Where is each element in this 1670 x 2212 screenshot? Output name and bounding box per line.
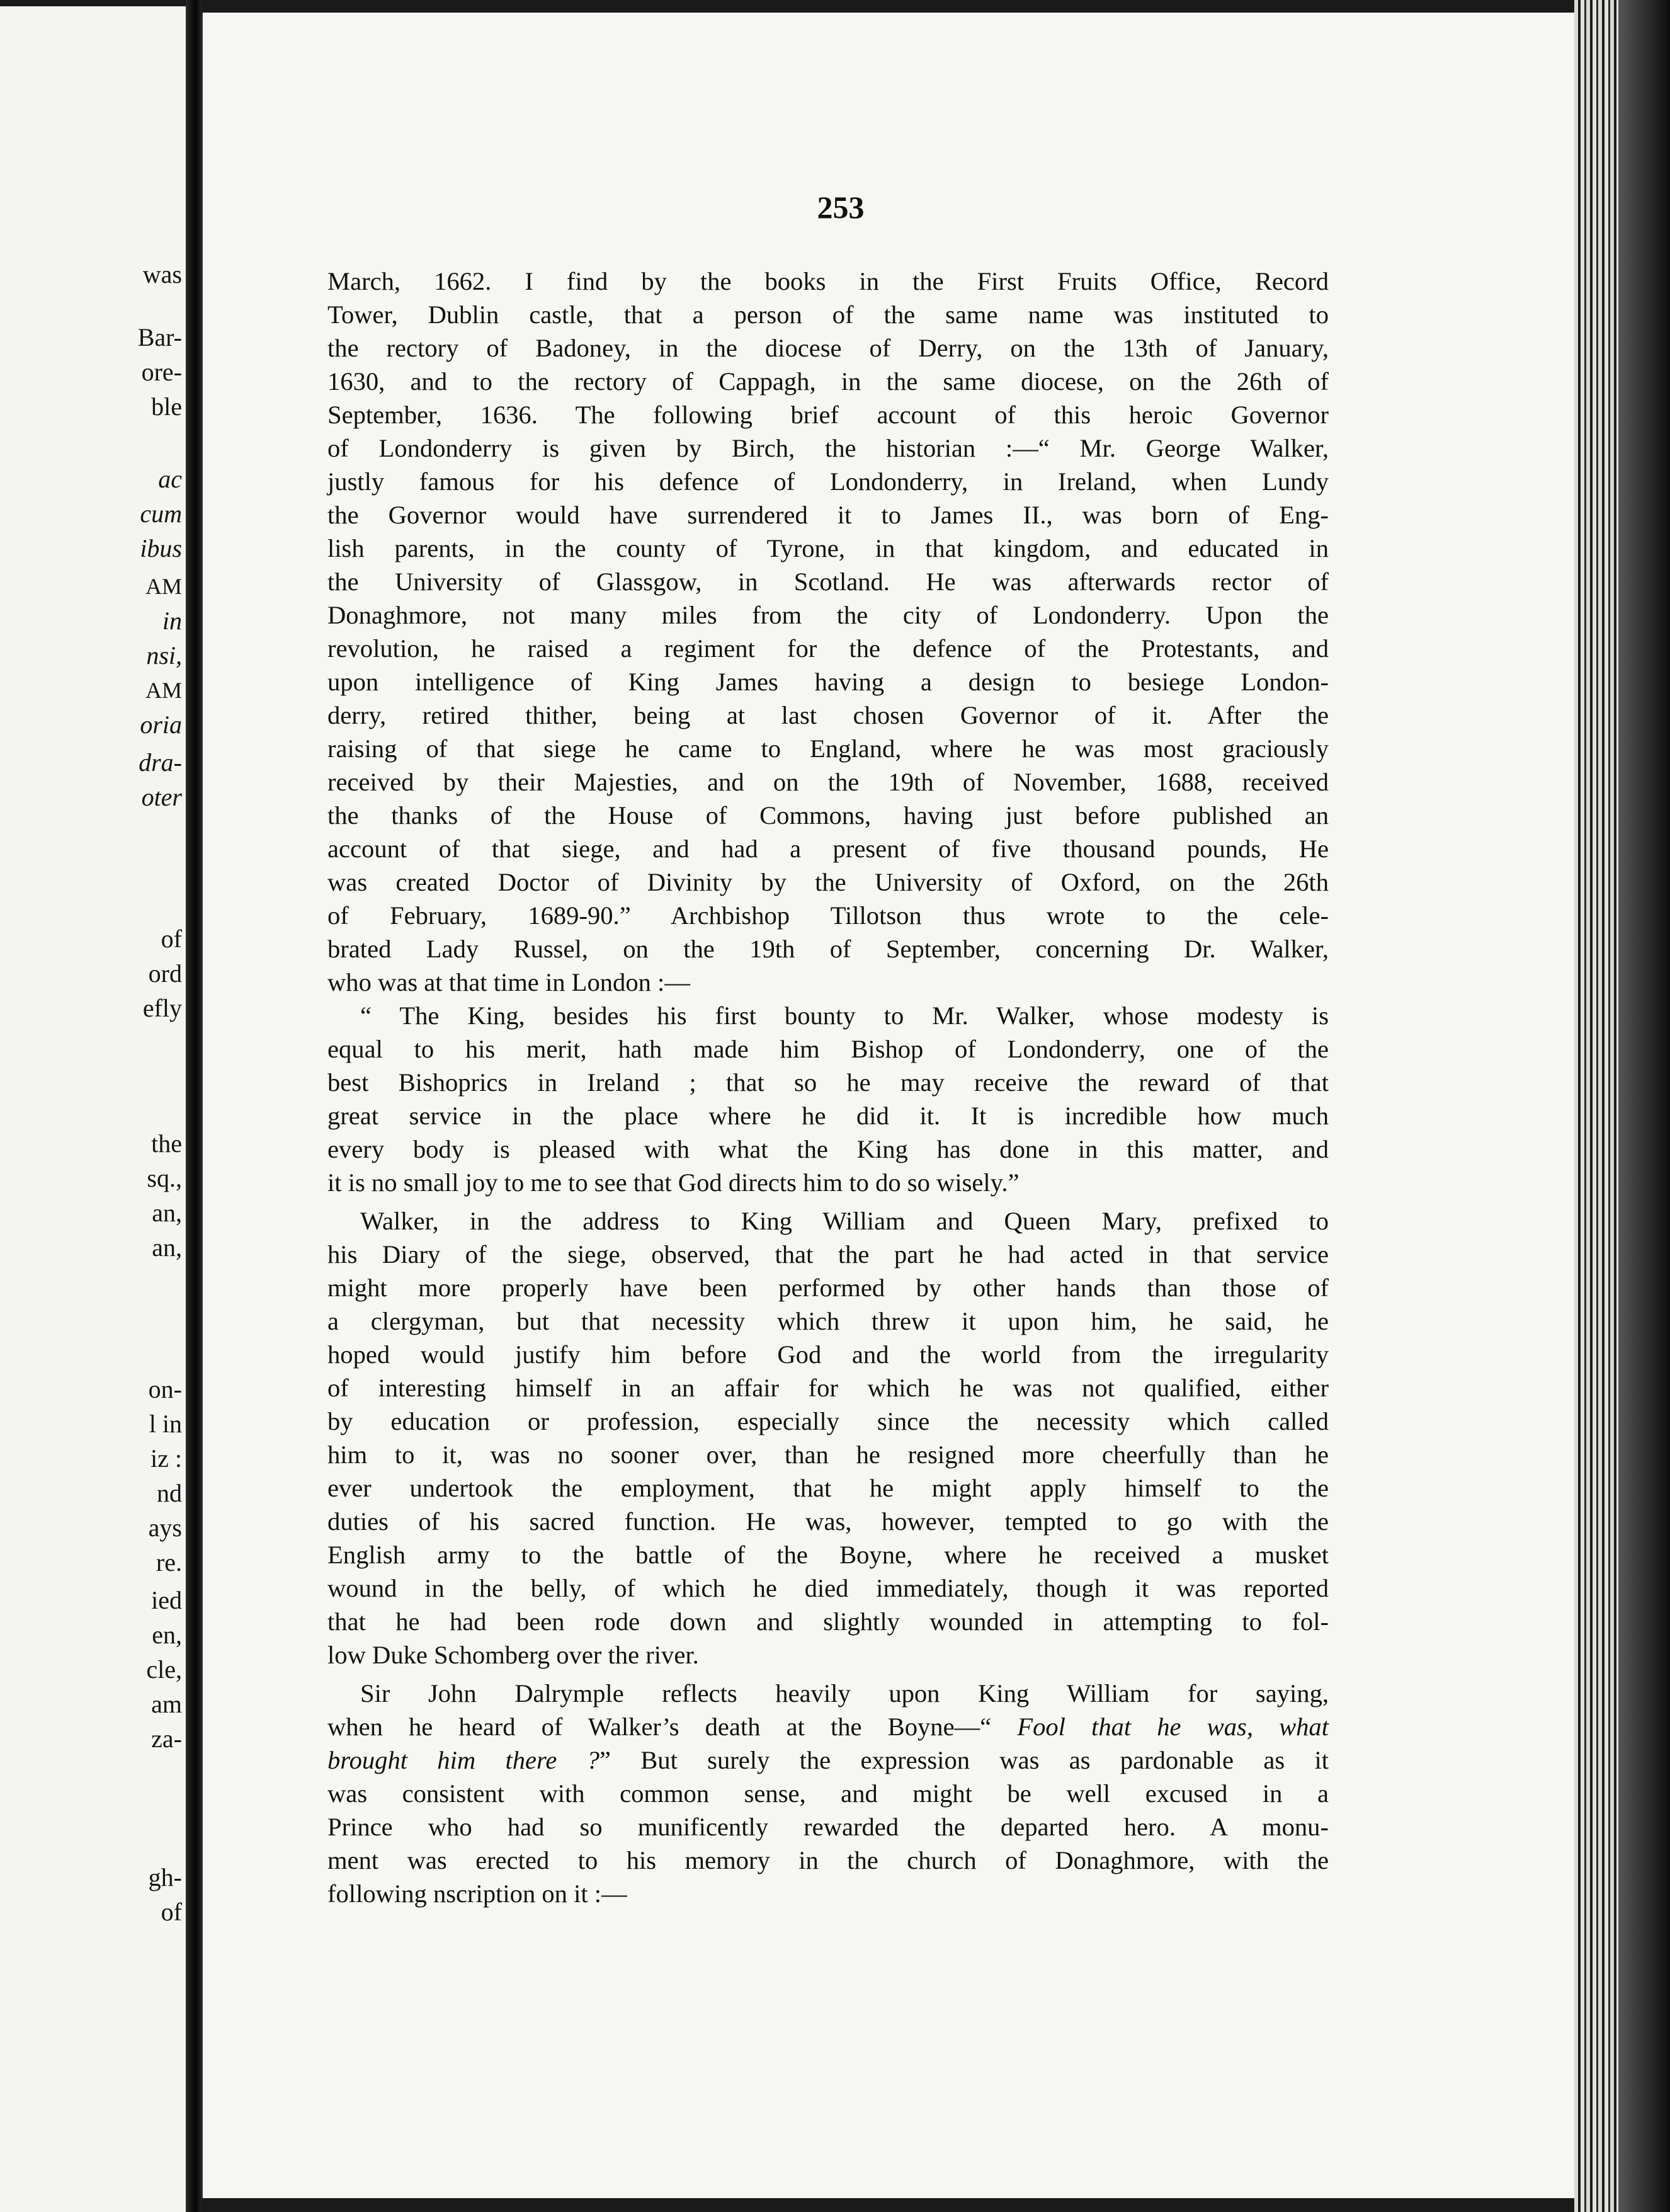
- left-page-fragment: ble: [151, 392, 182, 421]
- text-line: when he heard of Walker’s death at the Boyne—“ Fool that he was, what: [327, 1713, 1329, 1741]
- text-line: revolution, he raised a regiment for the defence of the Protestants, and: [327, 634, 1329, 663]
- left-page-fragment: nd: [157, 1479, 182, 1507]
- text-line: the thanks of the House of Commons, having just before published an: [327, 801, 1329, 830]
- text-line: following nscription on it :—: [327, 1879, 627, 1908]
- left-page-fragment: oter: [141, 783, 182, 811]
- text-line: account of that siege, and had a present of five thousand pounds, He: [327, 835, 1329, 863]
- left-page-fragment: re.: [156, 1548, 182, 1576]
- left-page-fragment: iz :: [151, 1444, 182, 1473]
- text-line: of Londonderry is given by Birch, the historian :—“ Mr. George Walker,: [327, 434, 1329, 462]
- page-edges: [1574, 0, 1670, 2212]
- paragraph-tillotson-letter: [327, 999, 1329, 1199]
- left-page-fragment: l in: [149, 1410, 182, 1438]
- page-number: 253: [817, 190, 865, 225]
- text-line: the University of Glassgow, in Scotland. He was afterwards rector of: [327, 567, 1329, 596]
- left-page-fragment: nsi,: [146, 641, 182, 670]
- text-line: best Bishoprics in Ireland ; that so he may receive the reward of that: [327, 1068, 1329, 1097]
- left-page-fragment: ord: [148, 959, 182, 988]
- text-line: hoped would justify him before God and the world from the irregularity: [327, 1340, 1329, 1369]
- left-page-fragment: an,: [152, 1233, 182, 1262]
- text-line: received by their Majesties, and on the 19th of November, 1688, received: [327, 768, 1329, 796]
- left-page-fragment: ore-: [141, 358, 182, 386]
- text-line: of interesting himself in an affair for which he was not qualified, either: [327, 1374, 1329, 1402]
- left-page-fragment: of: [161, 1898, 182, 1926]
- text-line: Sir John Dalrymple reflects heavily upon King William for saying,: [360, 1679, 1329, 1707]
- previous-page-fragment: [0, 6, 186, 2212]
- text-line: Tower, Dublin castle, that a person of the same name was instituted to: [327, 300, 1329, 329]
- text-line: a clergyman, but that necessity which threw it upon him, he said, he: [327, 1307, 1329, 1335]
- text-line: brated Lady Russel, on the 19th of September, concerning Dr. Walker,: [327, 935, 1329, 963]
- text-line: March, 1662. I find by the books in the First Fruits Office, Record: [327, 267, 1329, 295]
- text-line: low Duke Schomberg over the river.: [327, 1641, 699, 1669]
- text-line: lish parents, in the county of Tyrone, in that kingdom, and educated in: [327, 534, 1329, 562]
- left-page-fragment: gh-: [148, 1863, 182, 1891]
- text-line: who was at that time in London :—: [327, 968, 690, 996]
- text-line: that he had been rode down and slightly wounded in attempting to fol-: [327, 1607, 1329, 1636]
- paragraph-walker-diary: [327, 1204, 1329, 1672]
- left-page-fragment: efly: [142, 994, 182, 1022]
- left-page-fragment: ibus: [140, 534, 182, 562]
- text-line: by education or profession, especially since the necessity which called: [327, 1407, 1329, 1435]
- left-page-fragment: za-: [151, 1725, 182, 1753]
- left-page-fragment: of: [161, 925, 182, 953]
- italic-quotation: brought him there ?: [327, 1746, 599, 1774]
- left-page-fragment: oria: [140, 710, 182, 739]
- text-line: duties of his sacred function. He was, however, tempted to go with the: [327, 1507, 1329, 1536]
- text-line: Donaghmore, not many miles from the city of Londonderry. Upon the: [327, 601, 1329, 629]
- text-line: ever undertook the employment, that he might apply himself to the: [327, 1474, 1329, 1502]
- left-page-fragment: an,: [152, 1199, 182, 1227]
- text-line: equal to his merit, hath made him Bishop of Londonderry, one of the: [327, 1035, 1329, 1063]
- left-page-fragment: was: [142, 260, 182, 288]
- text-line: brought him there ?” But surely the expression was as pardonable as it: [327, 1746, 1329, 1774]
- left-page-fragment: Bar-: [137, 323, 182, 351]
- text-line: September, 1636. The following brief account of this heroic Governor: [327, 401, 1329, 429]
- text-line: raising of that siege he came to England, where he was most graciously: [327, 734, 1329, 763]
- text-line: the Governor would have surrendered it to James II., was born of Eng-: [327, 501, 1329, 529]
- body-text: [327, 265, 1329, 1910]
- text-line: the rectory of Badoney, in the diocese of Derry, on the 13th of January,: [327, 334, 1329, 362]
- text-line: Prince who had so munificently rewarded the departed hero. A monu-: [327, 1813, 1329, 1841]
- left-page-fragment: ac: [158, 465, 182, 493]
- left-page-fragment: ied: [151, 1586, 182, 1614]
- text-line: was created Doctor of Divinity by the University of Oxford, on the 26th: [327, 868, 1329, 896]
- text-line: might more properly have been performed by other hands than those of: [327, 1274, 1329, 1302]
- text-line: it is no small joy to me to see that God directs him to do so wisely.”: [327, 1168, 1020, 1197]
- left-page-fragment: on-: [148, 1375, 182, 1403]
- left-page-fragment: ays: [148, 1514, 182, 1542]
- text-line: great service in the place where he did it. It is incredible how much: [327, 1102, 1329, 1130]
- text-line: “ The King, besides his first bounty to Mr. Walker, whose modesty is: [360, 1001, 1329, 1030]
- left-page-fragment: am: [151, 1690, 182, 1718]
- text-line: upon intelligence of King James having a design to besiege London-: [327, 668, 1329, 696]
- book-gutter: [186, 0, 202, 2212]
- left-page-fragment: AM: [145, 574, 182, 599]
- text-line: justly famous for his defence of Londonderry, in Ireland, when Lundy: [327, 467, 1329, 496]
- paragraph-dalrymple: [327, 1677, 1329, 1910]
- text-line: 1630, and to the rectory of Cappagh, in the same diocese, on the 26th of: [327, 367, 1329, 396]
- text-line: English army to the battle of the Boyne, where he received a musket: [327, 1541, 1329, 1569]
- left-page-fragment: the: [151, 1129, 182, 1158]
- left-page-fragment: cum: [140, 499, 182, 528]
- text-line: Walker, in the address to King William and Queen Mary, prefixed to: [360, 1207, 1329, 1235]
- text-line: wound in the belly, of which he died immediately, though it was reported: [327, 1574, 1329, 1602]
- text-line: derry, retired thither, being at last chosen Governor of it. After the: [327, 701, 1329, 729]
- left-page-fragment: cle,: [146, 1655, 182, 1684]
- italic-quotation: Fool that he was, what: [1017, 1713, 1329, 1741]
- text-line: ment was erected to his memory in the church of Donaghmore, with the: [327, 1846, 1329, 1874]
- text-line: every body is pleased with what the King has done in this matter, and: [327, 1135, 1329, 1163]
- left-page-fragment: en,: [152, 1621, 182, 1649]
- text-line: his Diary of the siege, observed, that the part he had acted in that service: [327, 1240, 1329, 1268]
- left-page-fragment: sq.,: [147, 1164, 182, 1192]
- text-line: was consistent with common sense, and might be well excused in a: [327, 1779, 1329, 1808]
- left-page-fragment: in: [162, 607, 182, 635]
- paragraph-walker-biography: [327, 265, 1329, 999]
- text-line: of February, 1689-90.” Archbishop Tillotson thus wrote to the cele-: [327, 901, 1329, 930]
- left-page-fragment: AM: [145, 678, 182, 703]
- left-page-fragment: dra-: [139, 748, 182, 777]
- text-line: him to it, was no sooner over, than he resigned more cheerfully than he: [327, 1440, 1329, 1469]
